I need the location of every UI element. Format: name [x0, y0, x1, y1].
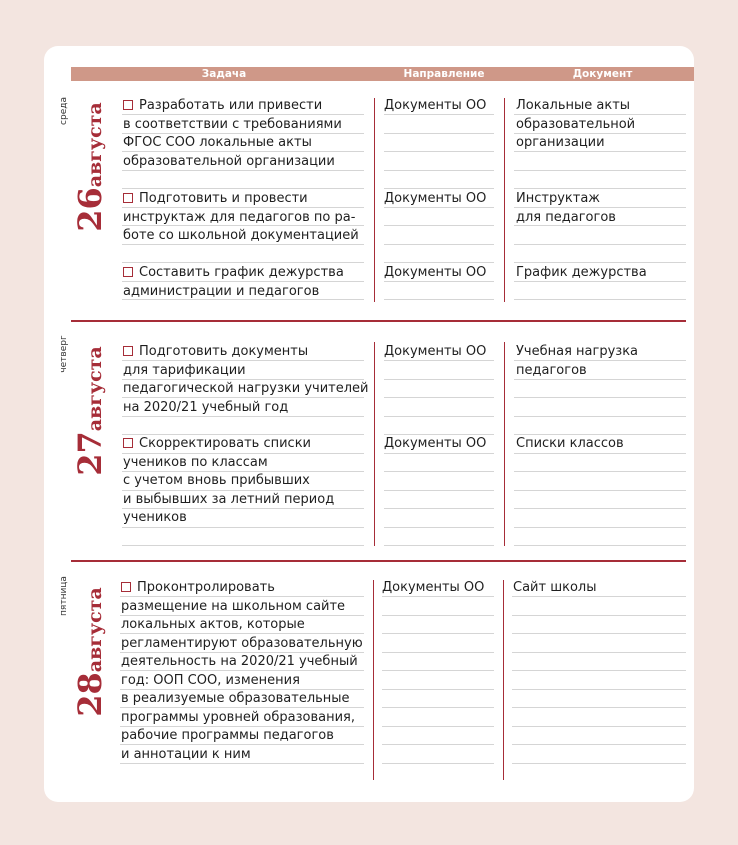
- ruled-line: [382, 615, 494, 616]
- ruled-line: [384, 527, 494, 528]
- ruled-line: [382, 633, 494, 634]
- task-checkbox[interactable]: [123, 193, 133, 203]
- day-date-26: 26августа: [70, 102, 109, 232]
- ruled-line: [514, 299, 686, 300]
- ruled-line: [384, 188, 494, 189]
- task-direction: Документы ОО: [384, 265, 487, 280]
- ruled-line: [384, 545, 494, 546]
- ruled-line: [512, 689, 686, 690]
- ruled-line: [384, 262, 494, 263]
- task-document: Списки классов: [516, 436, 624, 451]
- task-text: Подготовить документы для тарификации педагогической нагрузки учителей на 2020/21 учебный год: [123, 344, 369, 415]
- ruled-line: [514, 170, 686, 171]
- task-direction: Документы ОО: [384, 436, 487, 451]
- task-direction: Документы ОО: [382, 580, 485, 595]
- task-text: Составить график дежурства администрации и педагогов: [123, 265, 344, 299]
- task-direction: Документы ОО: [384, 98, 487, 113]
- ruled-line: [384, 244, 494, 245]
- task-document: Локальные акты образовательной организации: [516, 98, 636, 150]
- ruled-line: [384, 379, 494, 380]
- ruled-line: [514, 244, 686, 245]
- task-document: График дежурства: [516, 265, 647, 280]
- ruled-line: [122, 188, 364, 189]
- column-divider: [373, 580, 374, 780]
- task-checkbox[interactable]: [123, 100, 133, 110]
- ruled-line: [122, 545, 364, 546]
- task-text: Разработать или привести в соответствии с требованиями ФГОС СОО локальные акты образовательной организации: [123, 98, 342, 169]
- task-text: Проконтролировать размещение на школьном сайте локальных актов, которые регламентируют образовательную деятельность на 2020/21 учебный год: ООП СОО, изменения в реализуемые образовательные программы уровней образования, рабочие программы педагогов и аннотации к ним: [121, 580, 363, 762]
- day-name-28: пятница: [59, 576, 69, 616]
- ruled-line: [512, 670, 686, 671]
- column-divider: [504, 98, 505, 302]
- ruled-line: [122, 262, 364, 263]
- ruled-line: [514, 471, 686, 472]
- ruled-line: [514, 188, 686, 189]
- column-divider: [503, 580, 504, 780]
- ruled-line: [384, 508, 494, 509]
- ruled-line: [384, 151, 494, 152]
- header-direction: Направление: [403, 68, 485, 80]
- ruled-line: [384, 225, 494, 226]
- day-separator: [71, 560, 686, 562]
- day-separator: [71, 320, 686, 322]
- task-checkbox[interactable]: [123, 267, 133, 277]
- ruled-line: [382, 689, 494, 690]
- ruled-line: [384, 490, 494, 491]
- ruled-line: [512, 633, 686, 634]
- ruled-line: [382, 726, 494, 727]
- ruled-line: [382, 744, 494, 745]
- ruled-line: [382, 670, 494, 671]
- ruled-line: [384, 416, 494, 417]
- day-name-27: четверг: [59, 335, 69, 373]
- ruled-line: [514, 490, 686, 491]
- ruled-line: [384, 133, 494, 134]
- task-checkbox[interactable]: [123, 438, 133, 448]
- ruled-line: [512, 615, 686, 616]
- task-direction: Документы ОО: [384, 191, 487, 206]
- column-divider: [374, 98, 375, 302]
- header-document: Документ: [572, 68, 633, 80]
- ruled-line: [512, 707, 686, 708]
- column-divider: [504, 342, 505, 546]
- ruled-line: [514, 508, 686, 509]
- task-checkbox[interactable]: [123, 346, 133, 356]
- day-name-26: среда: [59, 97, 69, 125]
- ruled-line: [514, 262, 686, 263]
- ruled-line: [514, 527, 686, 528]
- ruled-line: [382, 707, 494, 708]
- ruled-line: [514, 416, 686, 417]
- task-direction: Документы ОО: [384, 344, 487, 359]
- ruled-line: [514, 397, 686, 398]
- ruled-line: [384, 170, 494, 171]
- column-divider: [374, 342, 375, 546]
- task-text: Подготовить и провести инструктаж для педагогов по ра- боте со школьной документацией: [123, 191, 359, 243]
- ruled-line: [512, 763, 686, 764]
- task-checkbox[interactable]: [121, 582, 131, 592]
- ruled-line: [384, 471, 494, 472]
- ruled-line: [382, 652, 494, 653]
- ruled-line: [512, 726, 686, 727]
- task-document: Учебная нагрузка педагогов: [516, 344, 639, 378]
- ruled-line: [512, 652, 686, 653]
- ruled-line: [384, 299, 494, 300]
- task-text: Скорректировать списки учеников по классам с учетом вновь прибывших и выбывших за летний период учеников: [123, 436, 335, 525]
- ruled-line: [384, 397, 494, 398]
- ruled-line: [512, 744, 686, 745]
- ruled-line: [514, 545, 686, 546]
- ruled-line: [382, 763, 494, 764]
- header-task: Задача: [201, 68, 247, 80]
- table-header: [71, 67, 694, 81]
- day-date-28: 28августа: [70, 587, 109, 717]
- task-document: Инструктаж для педагогов: [516, 191, 616, 225]
- task-document: Сайт школы: [513, 580, 597, 595]
- day-date-27: 27августа: [70, 346, 109, 476]
